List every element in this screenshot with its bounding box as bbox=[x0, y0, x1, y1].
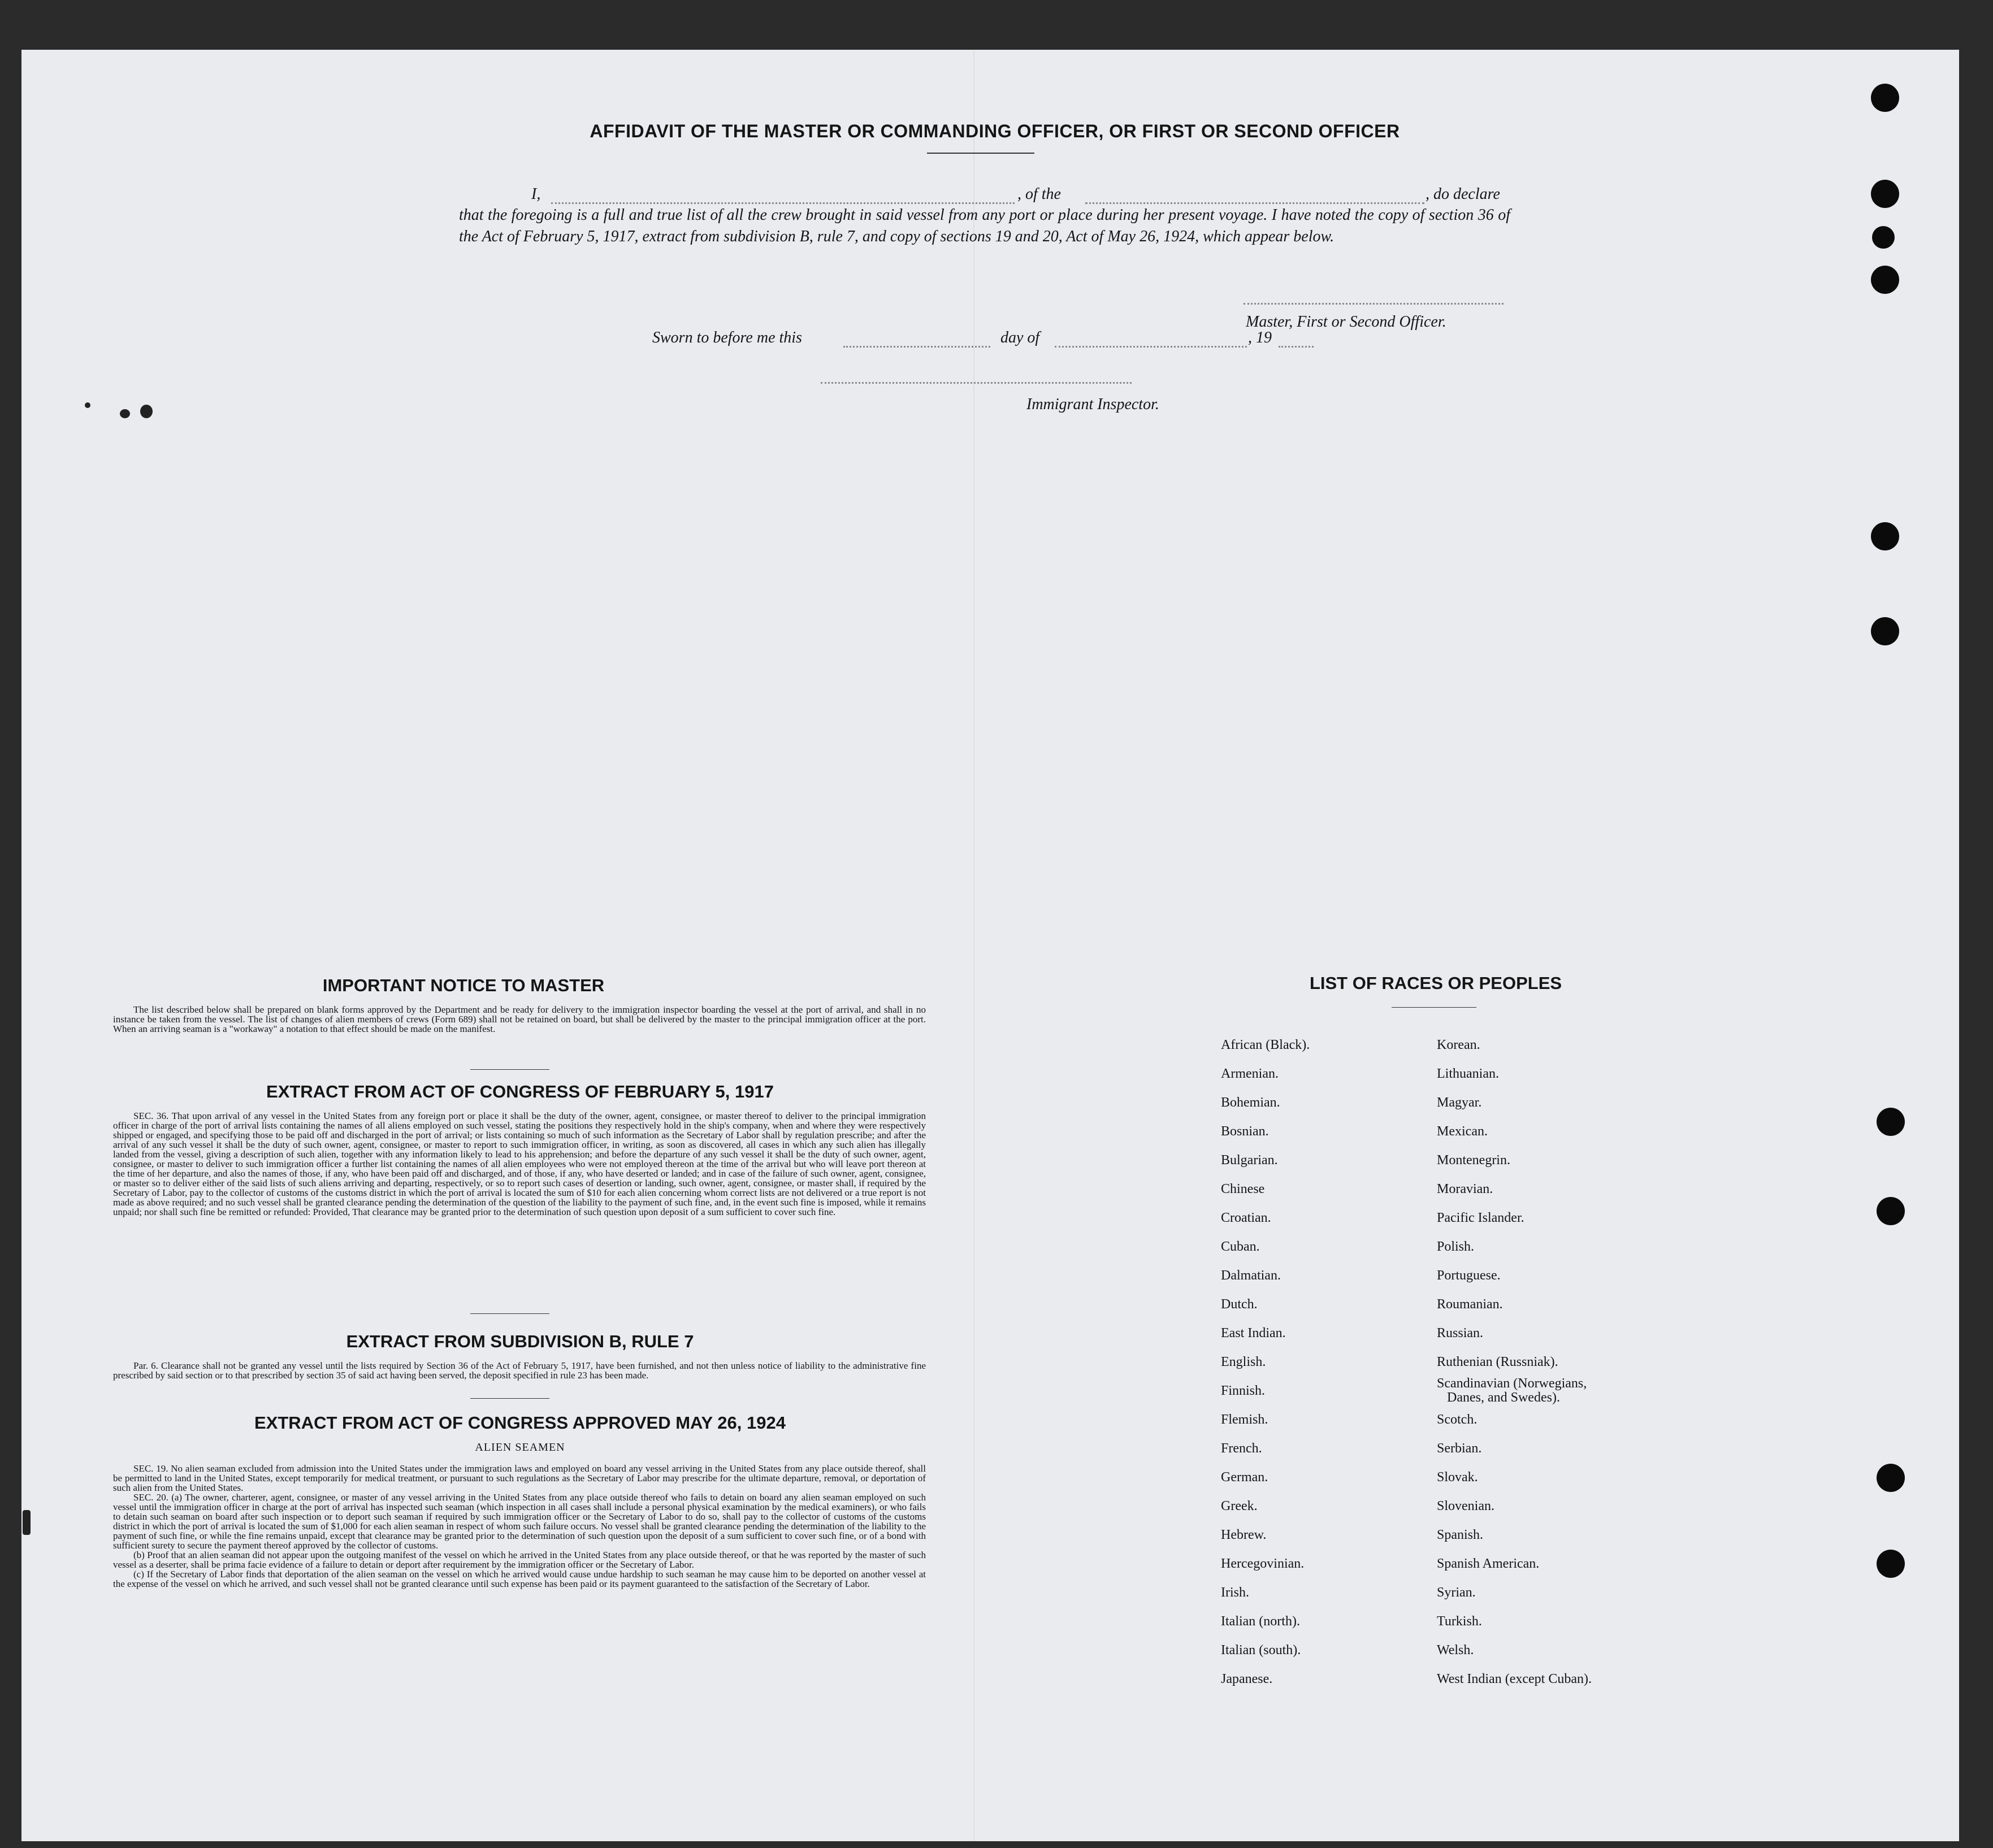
race-item: English. bbox=[1221, 1355, 1266, 1369]
race-item: African (Black). bbox=[1221, 1038, 1310, 1052]
punch-hole bbox=[1877, 1464, 1905, 1492]
race-item: Irish. bbox=[1221, 1585, 1249, 1600]
sworn-day-blank[interactable] bbox=[843, 346, 990, 348]
ink-speck bbox=[140, 405, 153, 418]
race-item: Hercegovinian. bbox=[1221, 1556, 1305, 1571]
punch-hole bbox=[1871, 84, 1899, 112]
sworn-label: Sworn to before me this bbox=[652, 329, 802, 346]
declarant-name-blank[interactable] bbox=[551, 202, 1015, 204]
officer-label: Master, First or Second Officer. bbox=[1246, 313, 1446, 331]
notice-paragraph: The list described below shall be prepared on blank forms approved by the Department and be ready for delivery to the immigration inspector boarding the vessel at the port of arrival, and shall in no instance be taken from the vessel. The list of changes of alien members of crews (Form 689) shall not be retained on board, but shall be delivered by the master to the principal immigration officer at the port. When an arriving seaman is a "workaway" a notation to that effect should be made on the manifest. bbox=[113, 1004, 926, 1034]
races-right-column bbox=[1437, 1031, 1592, 1694]
race-item: German. bbox=[1221, 1470, 1268, 1485]
inspector-label: Immigrant Inspector. bbox=[1026, 396, 1159, 413]
punch-hole bbox=[1871, 180, 1899, 208]
sec-20a-paragraph: SEC. 20. (a) The owner, charterer, agent, consignee, or master of any vessel arriving in the United States from any place outside thereof who fails to detain on board any alien seaman employed on such vessel until the immigration officer in charge at the port of arrival has inspected such seaman (which inspection in all cases shall include a personal physical examination by the medical examiners), or who fails to detain such seaman on board after such inspection or to deport such seaman if required by such immigration officer or the Secretary of Labor to do so, shall pay to the collector of customs of the customs district in which the port of arrival is located the sum of $1,000 for each alien seaman in respect of whom such failure occurs. No vessel shall be granted clearance pending the determination of the liability to the payment of such fine, or while the fine remains unpaid, except that clearance may be granted prior to the determination of such question upon the deposit of a sum sufficient to cover such fine, or of a bond with sufficient surety to secure the payment thereof approved by the collector of customs. bbox=[113, 1492, 926, 1551]
sworn-year-blank[interactable] bbox=[1279, 346, 1314, 348]
affidavit-title: AFFIDAVIT OF THE MASTER OR COMMANDING OFFICER, OR FIRST OR SECOND OFFICER bbox=[590, 121, 1400, 141]
extract-rule7-text bbox=[113, 1361, 926, 1380]
race-item: Finnish. bbox=[1221, 1383, 1266, 1398]
day-of-label: day of bbox=[1000, 329, 1040, 346]
race-item: Slovak. bbox=[1437, 1470, 1478, 1485]
extract-1917-title: EXTRACT FROM ACT OF CONGRESS OF FEBRUARY 5, 1917 bbox=[266, 1082, 774, 1101]
race-item: Slovenian. bbox=[1437, 1499, 1494, 1513]
declarant-label: I, bbox=[531, 185, 541, 203]
race-item: Spanish. bbox=[1437, 1528, 1484, 1542]
sec-20b-paragraph: (b) Proof that an alien seaman did not appear upon the outgoing manifest of the vessel on which he arrived in the United States from any place outside thereof, or that he was reported by the master of such vessel as a deserter, shall be prima facie evidence of a failure to detain or deport after requirement by the immigration officer or the Secretary of Labor. bbox=[113, 1550, 926, 1570]
race-item: Lithuanian. bbox=[1437, 1066, 1499, 1081]
punch-hole bbox=[1877, 1550, 1905, 1578]
race-item: Greek. bbox=[1221, 1499, 1258, 1513]
punch-hole bbox=[1871, 617, 1899, 645]
race-item: West Indian (except Cuban). bbox=[1437, 1672, 1592, 1686]
races-underline bbox=[1392, 1007, 1476, 1008]
race-item: Roumanian. bbox=[1437, 1297, 1503, 1312]
notice-text bbox=[113, 1005, 926, 1034]
race-item: Bohemian. bbox=[1221, 1095, 1280, 1110]
title-underline bbox=[927, 153, 1034, 154]
race-item: East Indian. bbox=[1221, 1326, 1286, 1341]
ink-speck bbox=[85, 402, 90, 408]
race-item: Bulgarian. bbox=[1221, 1153, 1278, 1168]
ink-speck bbox=[120, 409, 130, 418]
divider bbox=[470, 1069, 549, 1070]
officer-signature-blank[interactable] bbox=[1244, 303, 1504, 305]
race-item: Japanese. bbox=[1221, 1672, 1273, 1686]
race-item: Croatian. bbox=[1221, 1211, 1271, 1225]
race-item: Dutch. bbox=[1221, 1297, 1258, 1312]
sec-36-paragraph: SEC. 36. That upon arrival of any vessel in the United States from any foreign port or place it shall be the duty of the owner, agent, consignee, or master thereof to deliver to the principal immigration officer in charge of the port of arrival lists containing the names of all aliens employed on such vessel, stating the positions they respectively hold in the ship's company, when and where they were respectively shipped or engaged, and specifying those to be paid off and discharged in the port of arrival; or lists containing so much of such information as the Secretary of Labor shall by regulation prescribe; and after the arrival of any such vessel it shall be the duty of such owner, agent, consignee, or master to report to such immigration officer, in writing, as soon as discovered, all cases in which any such alien has illegally landed from the vessel, giving a description of such alien, together with any information likely to lead to his apprehension; and before the departure of any such vessel it shall be the duty of such owner, agent, consignee, or master to deliver to such immigration officer a further list containing the names of all alien employees who were not employed thereon at the time of the arrival but who will leave port thereon at the time of her departure, and also the names of those, if any, who have been paid off and discharged, and of those, if any, who have deserted or landed; and in case of the failure of such owner, agent, consignee, or master so to deliver either of the said lists of such aliens arriving and departing, respectively, or so to report such cases of desertion or landing, such owner, agent, consignee, or master shall, if required by the Secretary of Labor, pay to the collector of customs of the customs district in which the port of arrival is located the sum of $10 for each alien concerning whom correct lists are not delivered or a true report is not made as above required; and no such vessel shall be granted clearance pending the determination of the question of the liability to the payment of such fine, and, in the event such fine is imposed, while it remains unpaid; nor shall such fine be remitted or refunded: Provided, That clearance may be granted prior to the determination of such question upon deposit of a sum sufficient to cover such fine. bbox=[113, 1110, 926, 1217]
punch-hole bbox=[1871, 266, 1899, 294]
race-item: Chinese bbox=[1221, 1182, 1265, 1196]
extract-1924-text bbox=[113, 1464, 926, 1589]
race-item: Armenian. bbox=[1221, 1066, 1279, 1081]
races-title: LIST OF RACES OR PEOPLES bbox=[1309, 973, 1562, 993]
punch-hole bbox=[1877, 1197, 1905, 1225]
sec-20c-paragraph: (c) If the Secretary of Labor finds that deportation of the alien seaman on the vessel on which he arrived would cause undue hardship to such seaman he may cause him to be deported on another vessel at the expense of the vessel on which he arrived, and such vessel shall not be granted clearance until such expense has been paid or its payment guaranteed to the satisfaction of the Secretary of Labor. bbox=[113, 1569, 926, 1589]
divider bbox=[470, 1398, 549, 1399]
page-fold bbox=[973, 50, 974, 1841]
punch-hole bbox=[1872, 226, 1895, 249]
race-item: Scotch. bbox=[1437, 1412, 1478, 1427]
race-item: Russian. bbox=[1437, 1326, 1484, 1341]
race-item: Hebrew. bbox=[1221, 1528, 1267, 1542]
race-item: Welsh. bbox=[1437, 1643, 1474, 1658]
race-item: Turkish. bbox=[1437, 1614, 1482, 1629]
race-item: Montenegrin. bbox=[1437, 1153, 1510, 1168]
sworn-month-blank[interactable] bbox=[1055, 346, 1247, 348]
race-item: Ruthenian (Russniak). bbox=[1437, 1355, 1558, 1369]
inspector-signature-blank[interactable] bbox=[821, 382, 1132, 384]
race-item: Spanish American. bbox=[1437, 1556, 1540, 1571]
race-item: French. bbox=[1221, 1441, 1262, 1456]
race-item: Scandinavian (Norwegians, Danes, and Swedes). bbox=[1437, 1376, 1587, 1405]
races-left-column bbox=[1221, 1031, 1310, 1694]
race-item: Mexican. bbox=[1437, 1124, 1488, 1139]
sec-19-paragraph: SEC. 19. No alien seaman excluded from admission into the United States under the immigration laws and employed on board any vessel arriving in the United States from any place outside thereof, shall be permitted to land in the United States, except temporarily for medical treatment, or pursuant to such regulations as the Secretary of Labor may prescribe for the ultimate departure, removal, or deportation of such alien from the United States. bbox=[113, 1463, 926, 1493]
race-item: Bosnian. bbox=[1221, 1124, 1269, 1139]
race-item: Korean. bbox=[1437, 1038, 1480, 1052]
race-item: Moravian. bbox=[1437, 1182, 1493, 1196]
race-item: Portuguese. bbox=[1437, 1268, 1501, 1283]
vessel-label: , of the bbox=[1017, 185, 1061, 203]
extract-1917-text bbox=[113, 1111, 926, 1217]
declaration-text: that the foregoing is a full and true list of all the crew brought in said vessel from any port or place during her present voyage. I have noted the copy of section 36 of the Act of February 5, 1917, extract from subdivision B, rule 7, and copy of sections 19 and 20, Act of May 26, 1924, which appear below. bbox=[459, 206, 1510, 245]
extract-rule7-title: EXTRACT FROM SUBDIVISION B, RULE 7 bbox=[346, 1331, 694, 1351]
punch-hole bbox=[1871, 522, 1899, 550]
vessel-name-blank[interactable] bbox=[1085, 202, 1424, 204]
race-item: Cuban. bbox=[1221, 1239, 1260, 1254]
ink-speck bbox=[23, 1510, 31, 1535]
race-item: Dalmatian. bbox=[1221, 1268, 1281, 1283]
year-label: , 19 bbox=[1248, 329, 1272, 346]
punch-hole bbox=[1877, 1108, 1905, 1136]
race-item: Serbian. bbox=[1437, 1441, 1482, 1456]
race-item: Flemish. bbox=[1221, 1412, 1268, 1427]
race-item: Italian (north). bbox=[1221, 1614, 1300, 1629]
notice-title: IMPORTANT NOTICE TO MASTER bbox=[322, 975, 605, 995]
race-item: Syrian. bbox=[1437, 1585, 1476, 1600]
par-6-paragraph: Par. 6. Clearance shall not be granted any vessel until the lists required by Section 36 of the Act of February 5, 1917, have been furnished, and not then unless notice of liability to the administrative fine prescribed by said section or to that prescribed by section 35 of said act having been served, the deposit specified in rule 23 has been made. bbox=[113, 1360, 926, 1381]
extract-1924-title: EXTRACT FROM ACT OF CONGRESS APPROVED MAY 26, 1924 bbox=[254, 1413, 786, 1433]
race-item: Polish. bbox=[1437, 1239, 1475, 1254]
race-item: Magyar. bbox=[1437, 1095, 1482, 1110]
race-item: Italian (south). bbox=[1221, 1643, 1301, 1658]
declare-label: , do declare bbox=[1426, 185, 1500, 203]
race-item: Pacific Islander. bbox=[1437, 1211, 1524, 1225]
divider bbox=[470, 1313, 549, 1314]
alien-seamen-subtitle: ALIEN SEAMEN bbox=[475, 1441, 565, 1454]
